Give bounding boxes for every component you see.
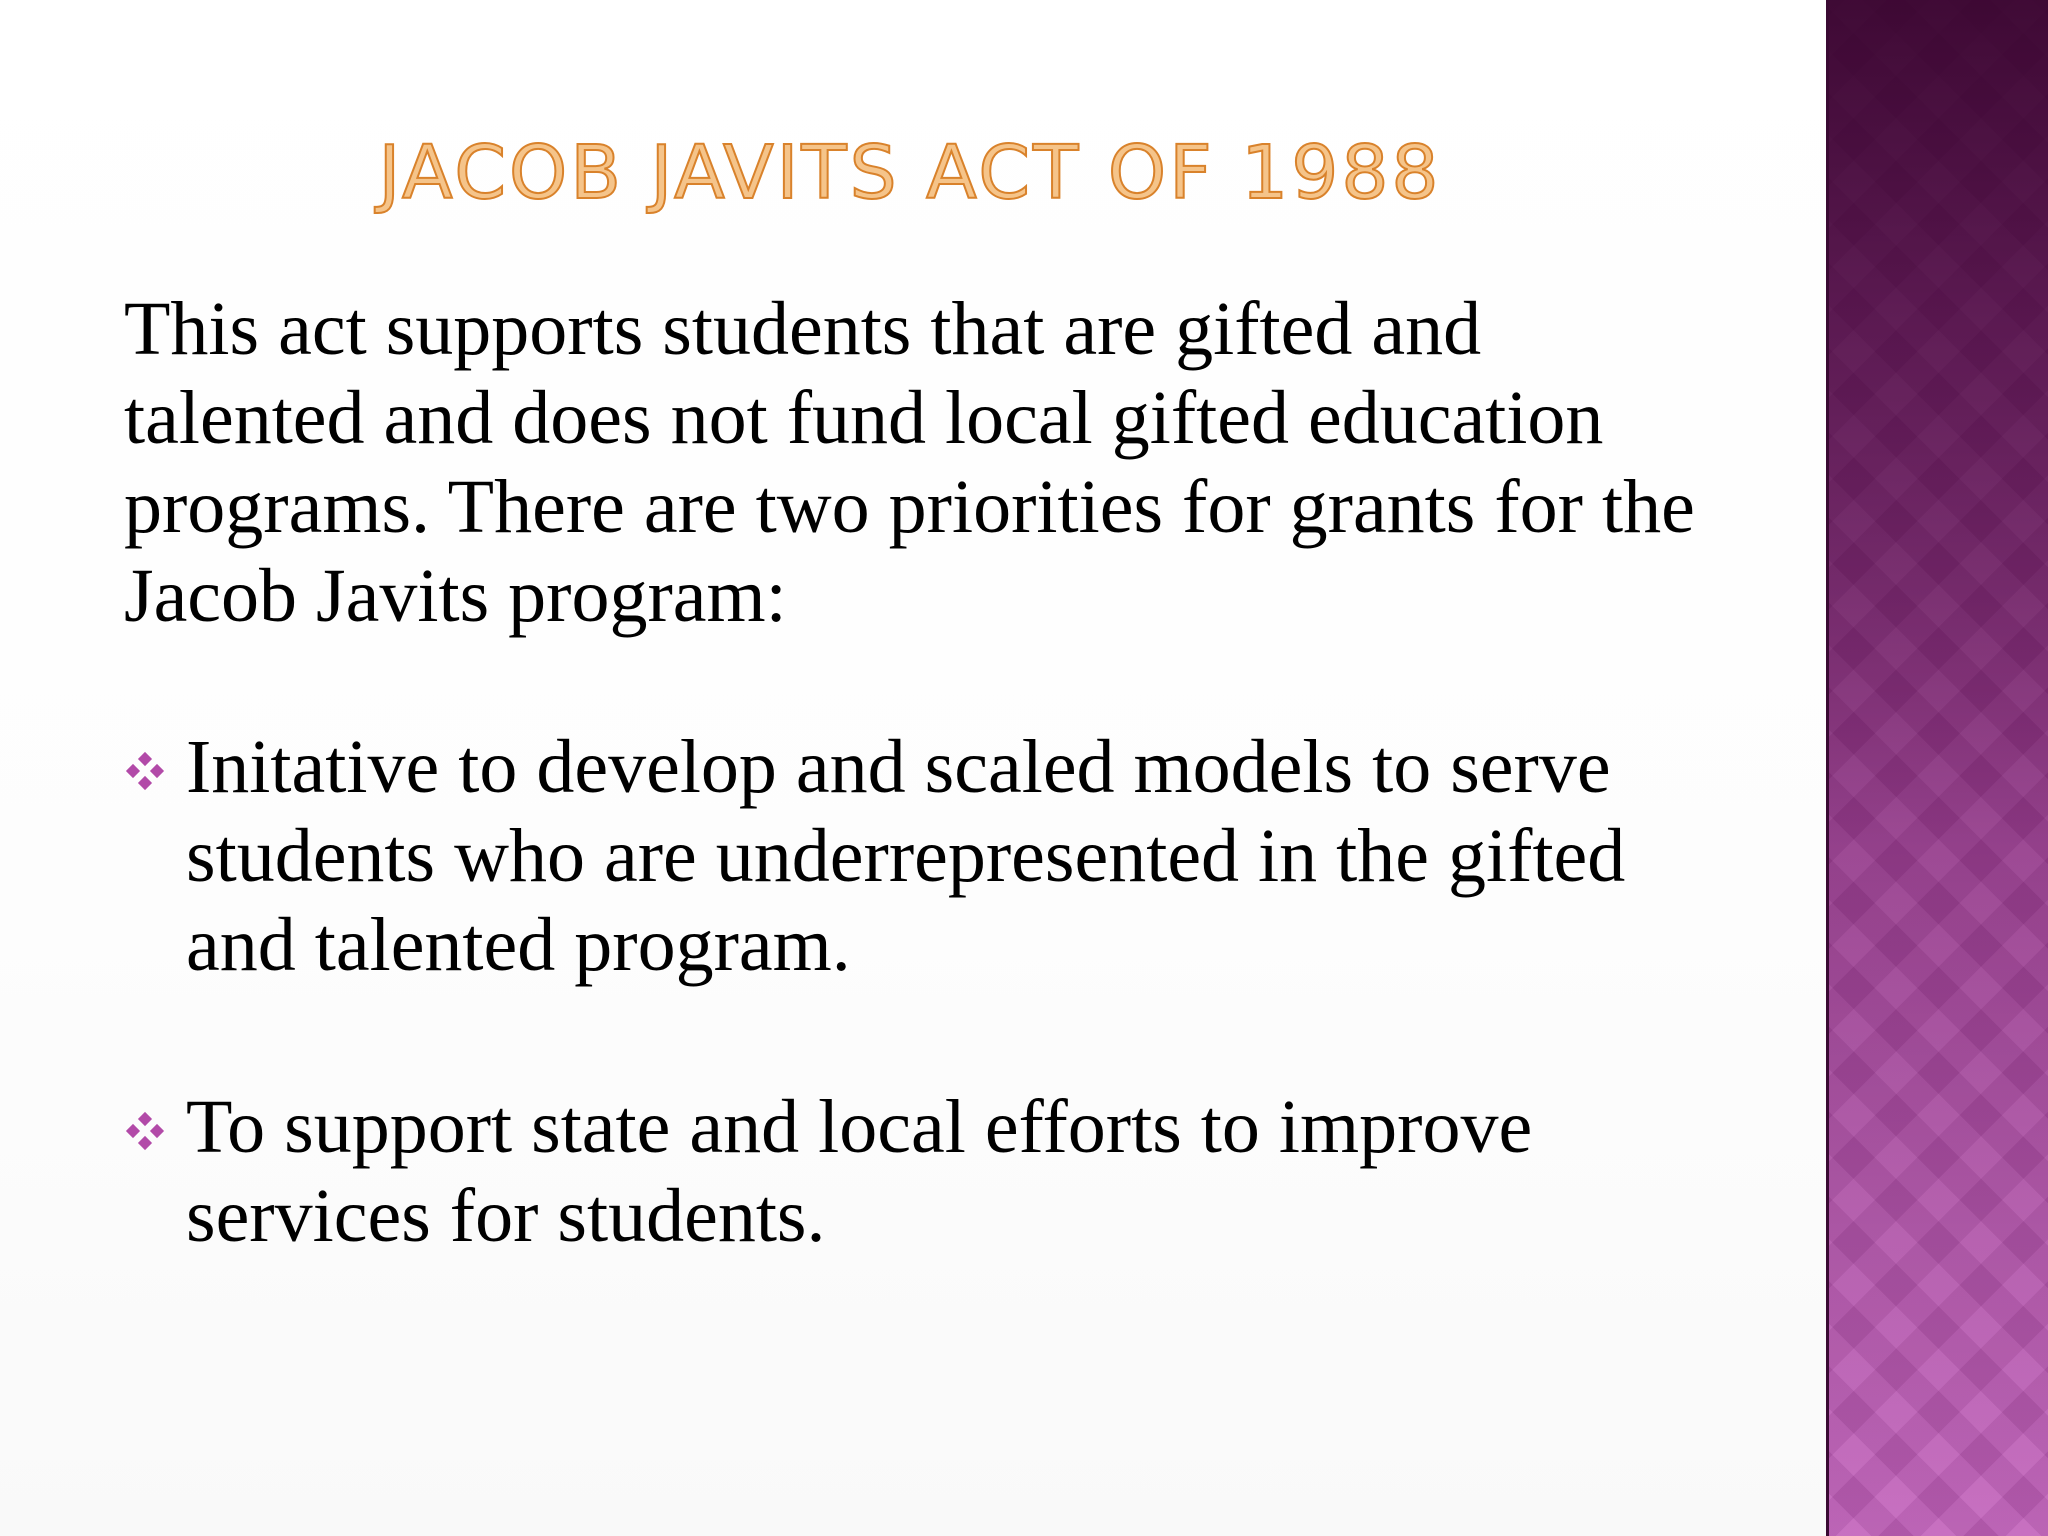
bullet-item [124, 723, 1724, 990]
bullet-list [124, 723, 1724, 1261]
bullet-item [124, 1083, 1724, 1261]
diamond-cluster-icon [127, 753, 163, 789]
bullet-text: Initative to develop and scaled models to serve students who are underrepresented in the gifted and talented program. [186, 725, 1626, 987]
slide-title: JACOB JAVITS ACT OF 1988 [378, 130, 1442, 216]
intro-paragraph: This act supports students that are gifted and talented and does not fund local gifted education programs. There are two priorities for grants for the Jacob Javits program: [124, 287, 1695, 638]
slide-body [124, 285, 1724, 1261]
decorative-side-panel [1826, 0, 2048, 1536]
diamond-cluster-icon [127, 1113, 163, 1149]
bullet-text: To support state and local efforts to improve services for students. [186, 1085, 1533, 1258]
